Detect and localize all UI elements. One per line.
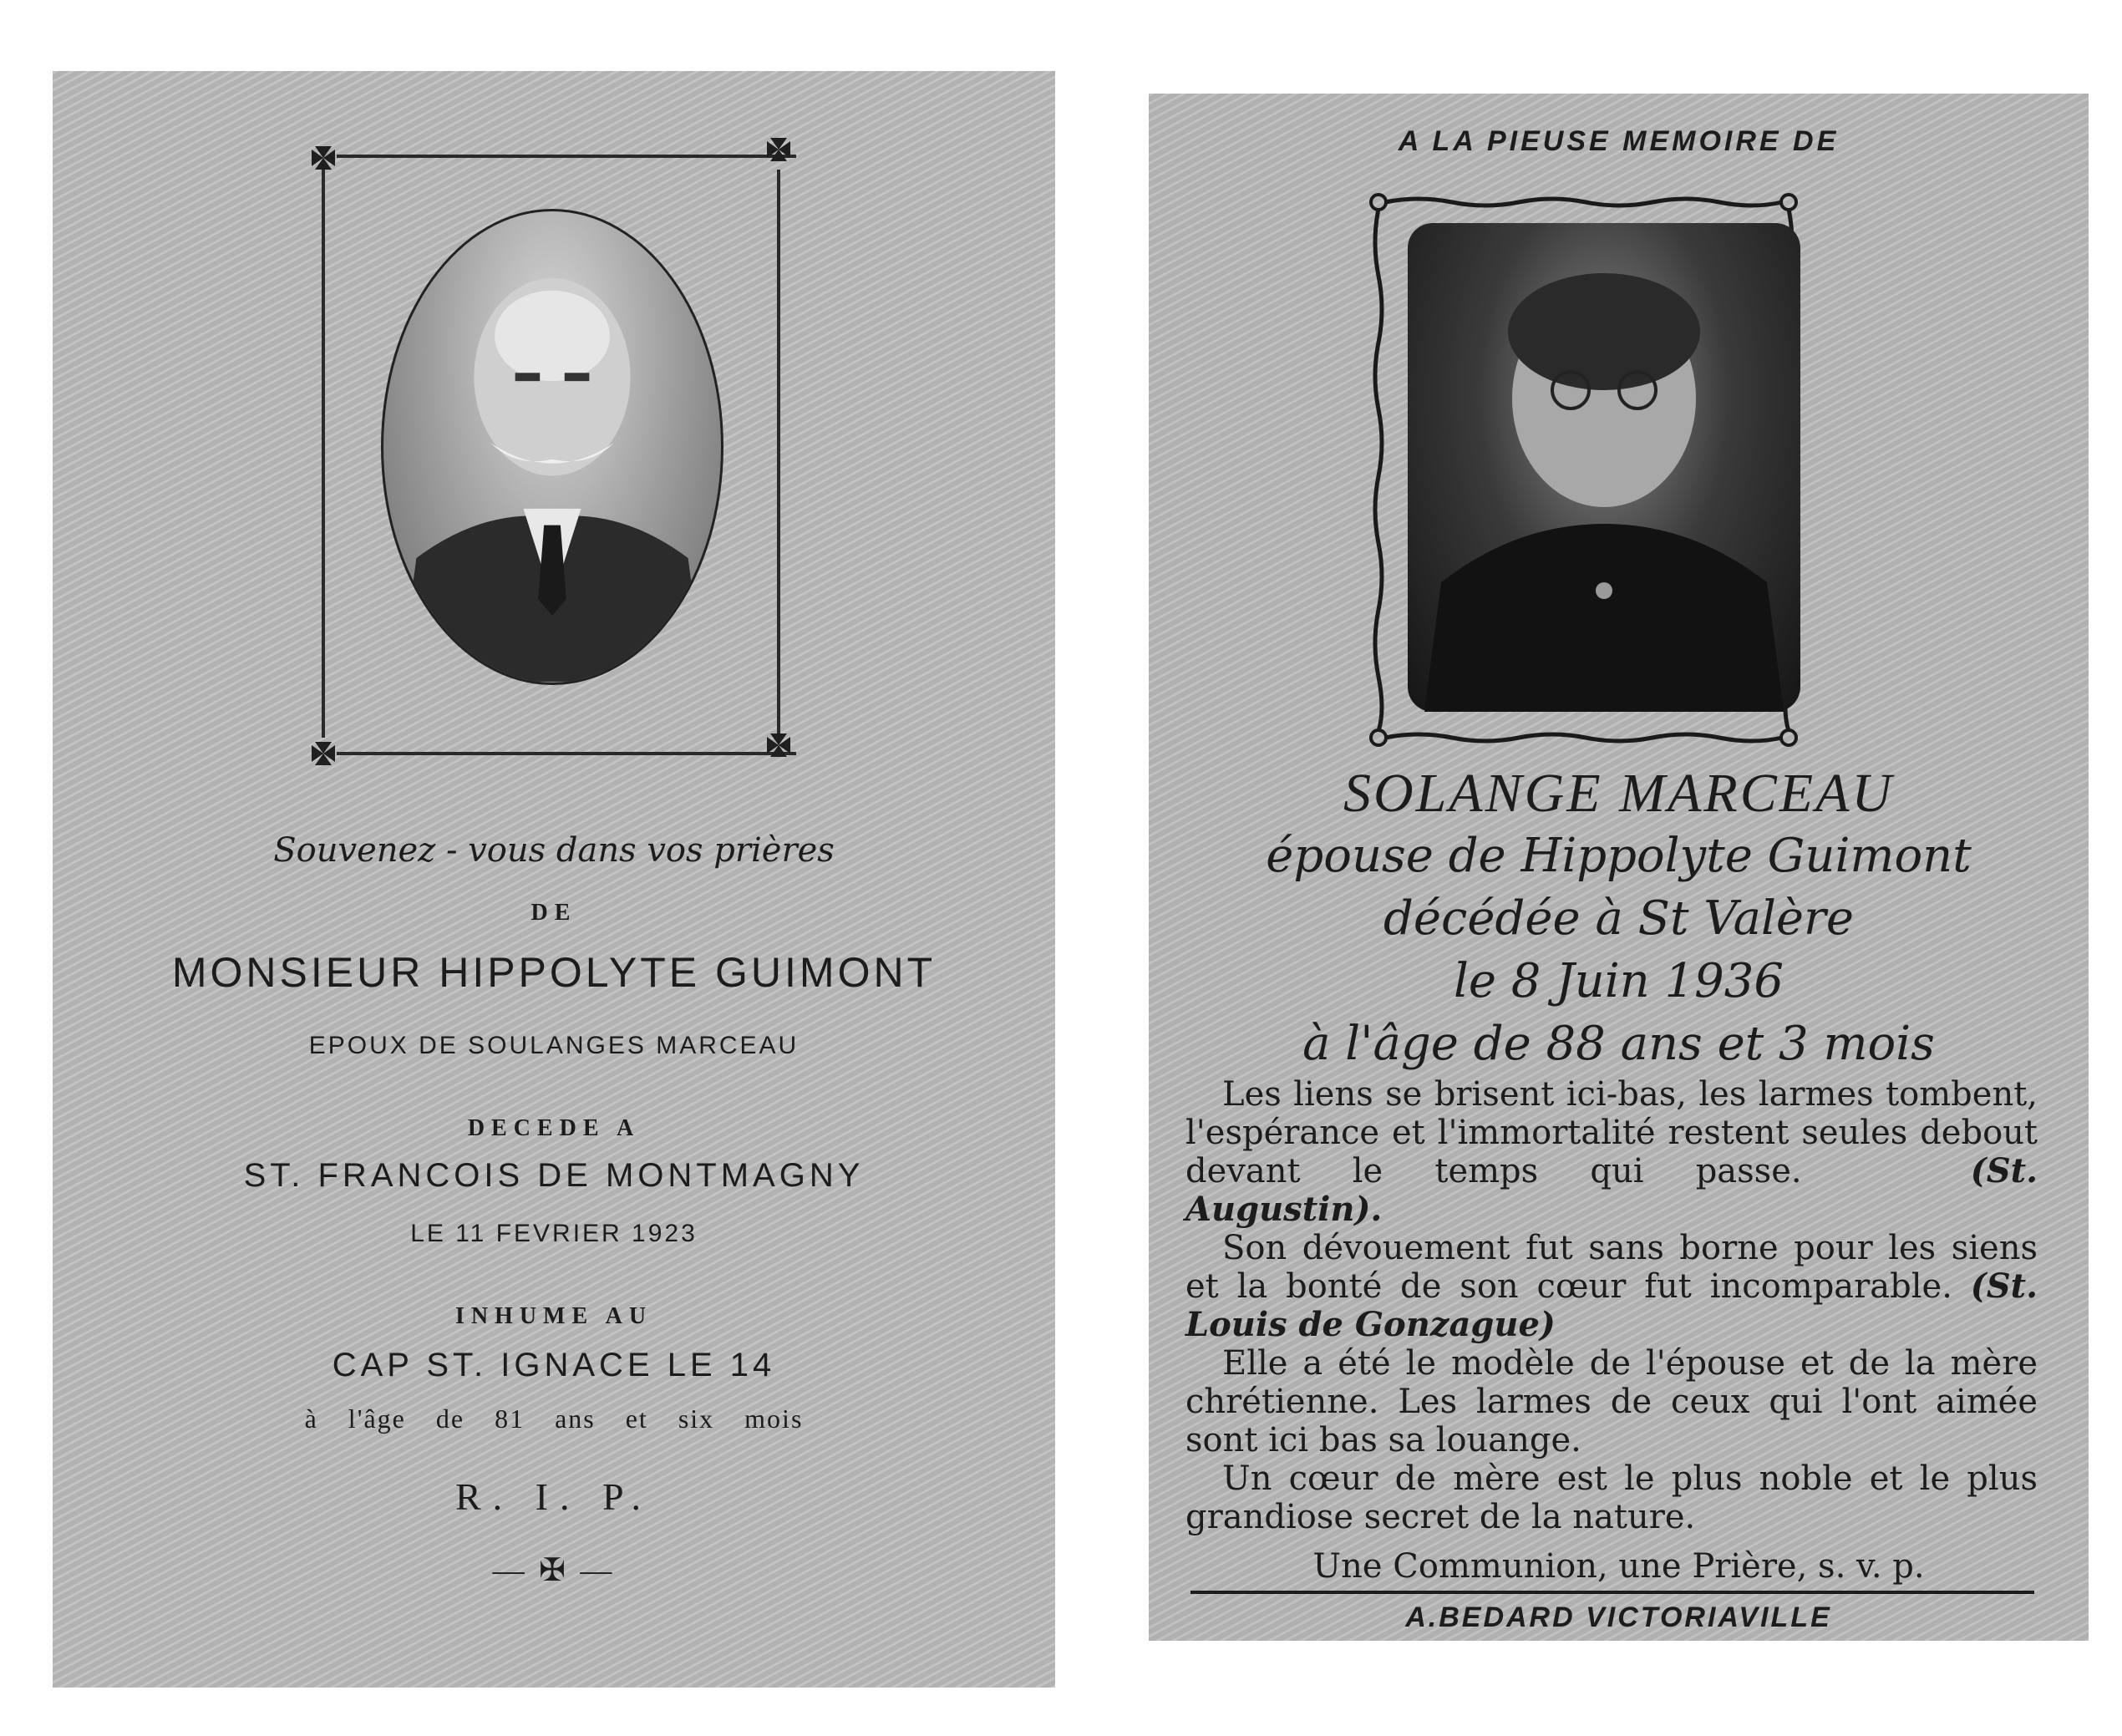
rip-text: R. I. P. xyxy=(455,1475,652,1518)
text-paragraph xyxy=(1185,1229,2038,1344)
age-line: à l'âge de 81 ans et six mois xyxy=(304,1404,804,1434)
citation: (St. Louis de Gonzague) xyxy=(1185,1266,2038,1344)
bottom-cross-ornament: — ✠ — xyxy=(492,1553,616,1588)
burial-place: CAP ST. IGNACE LE 14 xyxy=(332,1347,776,1383)
maltese-cross-icon xyxy=(308,739,338,769)
closing-request: Une Communion, une Prière, s. v. p. xyxy=(1312,1547,1925,1586)
text-paragraph xyxy=(1185,1075,2038,1229)
text-paragraph: Un cœur de mère est le plus noble et le plus grandiose secret de la nature. xyxy=(1185,1459,2038,1536)
memorial-text xyxy=(1185,1075,2038,1536)
memorial-card-right xyxy=(1149,94,2089,1641)
death-place: ST. FRANCOIS DE MONTMAGNY xyxy=(243,1157,865,1194)
de-line: DE xyxy=(530,900,577,926)
frame-top-line xyxy=(337,155,796,158)
remembrance-line: Souvenez - vous dans vos prières xyxy=(273,831,835,870)
paragraph-text: Son dévouement fut sans borne pour les siens et la bonté de son cœur fut incomparable. xyxy=(1185,1229,2038,1306)
deceased-label: DECEDE A xyxy=(467,1115,641,1141)
spouse-line: EPOUX DE SOULANGES MARCEAU xyxy=(308,1032,800,1059)
paragraph-text: Les liens se brisent ici-bas, les larmes tombent, l'espérance et l'immortalité restent seules debout devant le temps qui passe. xyxy=(1185,1075,2038,1190)
maltese-cross-icon xyxy=(764,135,794,165)
portrait-photo-woman xyxy=(1408,223,1800,712)
spouse-line: épouse de Hippolyte Guimont xyxy=(1266,829,1972,883)
text-paragraph: Elle a été le modèle de l'épouse et de la mère chrétienne. Les larmes de ceux qui l'ont aimée sont ici bas sa louange. xyxy=(1185,1344,2038,1459)
deceased-name: SOLANGE MARCEAU xyxy=(1343,763,1895,824)
death-date: LE 11 FEVRIER 1923 xyxy=(410,1220,698,1247)
memorial-header: A LA PIEUSE MEMOIRE DE xyxy=(1398,125,1840,157)
frame-bottom-line xyxy=(337,752,796,755)
frame-left-line xyxy=(322,170,325,738)
divider-rule xyxy=(1190,1591,2034,1594)
portrait-photo-man xyxy=(381,209,723,685)
burial-label: INHUME AU xyxy=(454,1303,653,1329)
death-date-line: le 8 Juin 1936 xyxy=(1453,954,1784,1008)
memorial-card-left xyxy=(53,71,1055,1688)
deceased-name: MONSIEUR HIPPOLYTE GUIMONT xyxy=(171,949,937,996)
citation: (St. Augustin). xyxy=(1185,1151,2038,1229)
maltese-cross-icon xyxy=(308,143,338,173)
maltese-cross-icon xyxy=(764,730,794,760)
death-place-line: décédée à St Valère xyxy=(1383,891,1854,946)
printer-credit: A.BEDARD VICTORIAVILLE xyxy=(1405,1601,1832,1633)
frame-right-line xyxy=(777,170,780,738)
age-line: à l'âge de 88 ans et 3 mois xyxy=(1302,1017,1935,1071)
